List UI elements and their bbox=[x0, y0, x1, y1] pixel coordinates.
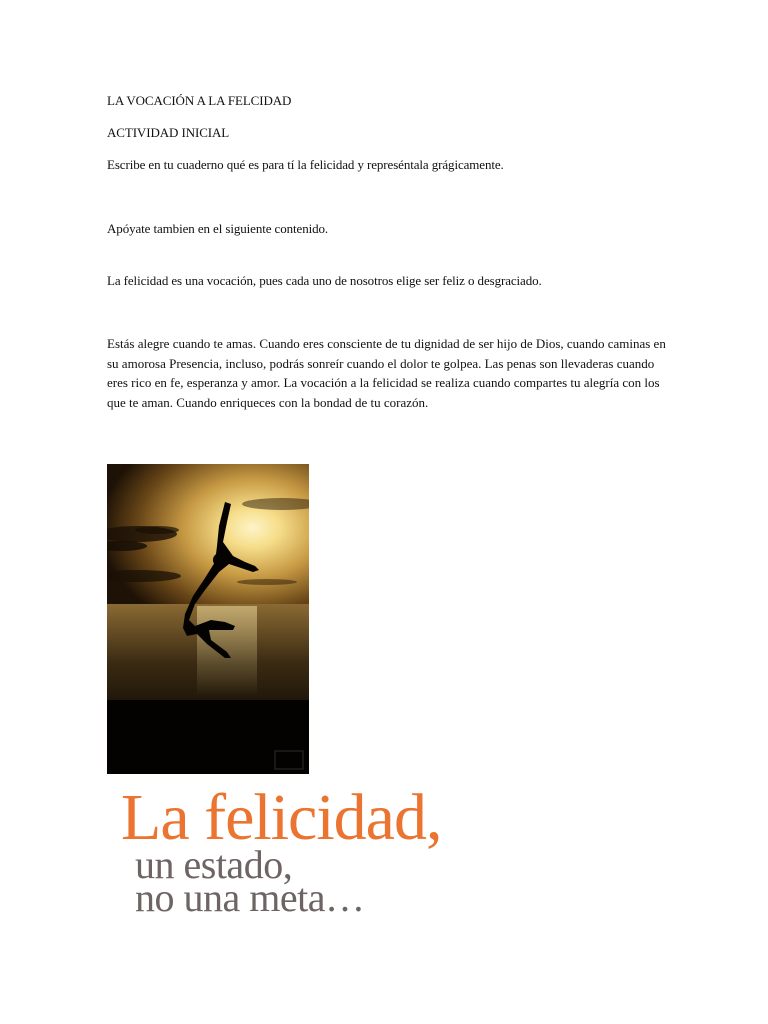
statement-text: La felicidad es una vocación, pues cada uno de nosotros elige ser feliz o desgraciado. bbox=[107, 273, 542, 288]
silhouette-jumping-sunset-icon bbox=[107, 464, 309, 774]
quote-line-1: La felicidad, bbox=[121, 781, 442, 854]
sunset-jump-photo bbox=[107, 464, 309, 774]
quote-line-2: un estado, bbox=[135, 842, 293, 887]
body-paragraph: Estás alegre cuando te amas. Cuando eres consciente de tu dignidad de ser hijo de Dios, cuando caminas en su amorosa Presencia, incluso, podrás sonreír cuando el dolor te golpea. Las penas son llevaderas cuando eres rico en fe, esperanza y amor. La vocación a la felicidad se realiza cuando compartes tu alegría con los que te aman. Cuando enriqueces con la bondad de tu corazón. bbox=[107, 336, 666, 410]
support-text: Apóyate tambien en el siguiente contenido. bbox=[107, 221, 329, 236]
document-title: LA VOCACIÓN A LA FELCIDAD bbox=[107, 93, 292, 108]
instruction-text: Escribe en tu cuaderno qué es para tí la felicidad y represéntala grágicamente. bbox=[107, 157, 504, 172]
activity-heading: ACTIVIDAD INICIAL bbox=[107, 125, 230, 140]
quote-line-3: no una meta… bbox=[135, 875, 365, 920]
